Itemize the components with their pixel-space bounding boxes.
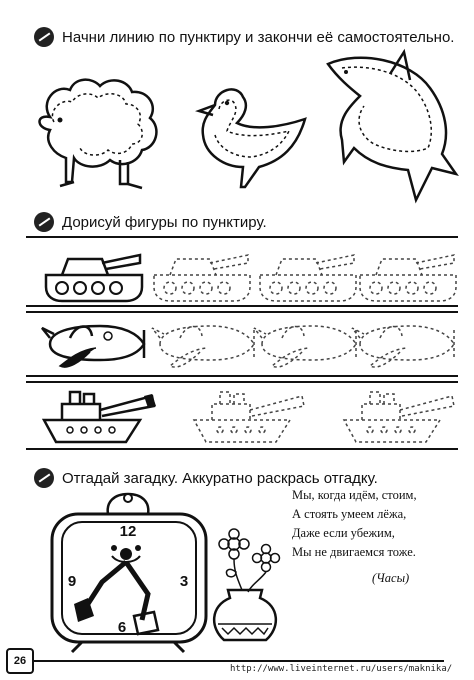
riddle-poem xyxy=(292,486,462,562)
riddle-answer: (Часы) xyxy=(372,571,410,585)
footer-url: http://www.liveinternet.ru/users/maknika/ xyxy=(230,664,453,674)
airplane-row xyxy=(40,314,460,374)
airplane-dashed xyxy=(352,326,454,367)
clock-number-9: 9 xyxy=(67,573,77,590)
clock-illustration xyxy=(44,492,214,652)
riddle-line: Мы не двигаемся тоже. xyxy=(292,545,416,559)
bird-outline xyxy=(185,75,310,200)
row-rule xyxy=(26,305,458,307)
bottom-rule xyxy=(14,660,444,662)
row-rule xyxy=(26,381,458,383)
tank-dashed xyxy=(360,255,456,301)
airplane-dashed xyxy=(152,326,254,367)
tank-row xyxy=(40,245,460,303)
row-rule xyxy=(26,236,458,238)
airplane-sample xyxy=(42,326,144,367)
ship-row xyxy=(40,384,460,446)
dolphin-outline xyxy=(320,50,460,220)
ship-dashed xyxy=(194,392,304,442)
row-rule xyxy=(26,448,458,450)
pencil-icon xyxy=(34,468,54,488)
pencil-icon xyxy=(34,27,54,47)
ship-dashed xyxy=(344,392,454,442)
task-1-text: Начни линию по пунктиру и закончи её самостоятельно. xyxy=(62,28,455,46)
task-3-text: Отгадай загадку. Аккуратно раскрась отгадку. xyxy=(62,469,378,487)
flower-vase-illustration xyxy=(204,528,290,648)
tank-dashed xyxy=(154,255,250,301)
task-3-instruction xyxy=(34,468,378,488)
task-1-instruction xyxy=(34,27,454,47)
clock-number-6: 6 xyxy=(117,619,127,636)
row-rule xyxy=(26,311,458,313)
row-rule xyxy=(26,375,458,377)
sheep-outline xyxy=(30,72,170,202)
tank-dashed xyxy=(260,255,356,301)
riddle-line: Даже если убежим, xyxy=(292,526,395,540)
airplane-dashed xyxy=(254,326,356,367)
pencil-icon xyxy=(34,212,54,232)
riddle-line: Мы, когда идём, стоим, xyxy=(292,488,417,502)
riddle-line: А стоять умеем лёжа, xyxy=(292,507,407,521)
clock-number-12: 12 xyxy=(119,523,137,540)
task-2-text: Дорисуй фигуры по пунктиру. xyxy=(62,213,267,231)
page-number: 26 xyxy=(6,648,34,674)
task-2-instruction xyxy=(34,212,267,232)
clock-number-3: 3 xyxy=(179,573,189,590)
ship-sample xyxy=(44,392,156,442)
tank-sample xyxy=(46,255,142,301)
